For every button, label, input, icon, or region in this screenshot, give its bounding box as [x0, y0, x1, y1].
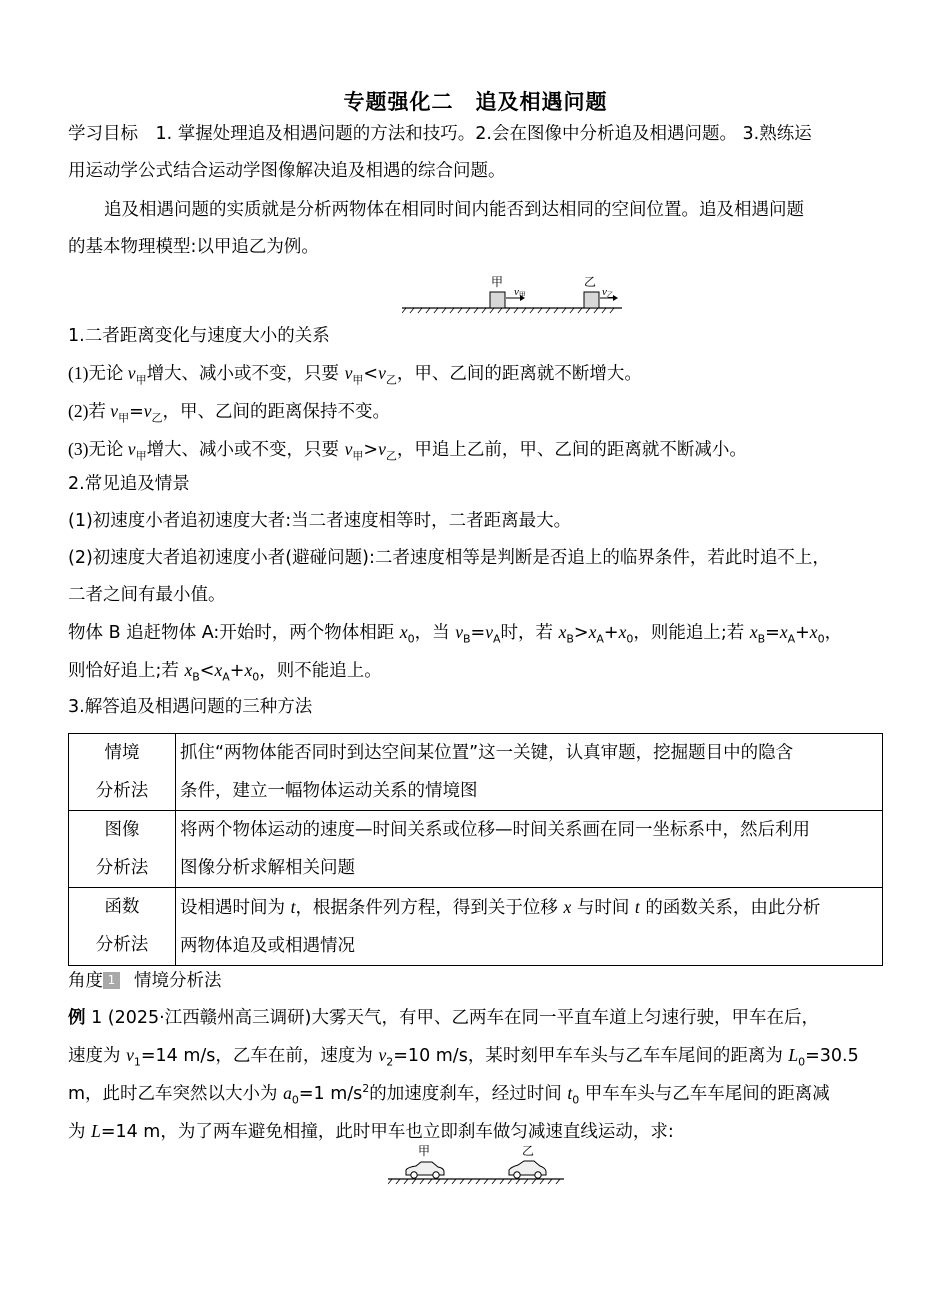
- block-a-label: 甲: [491, 275, 504, 289]
- section-2-item-2b: 二者之间有最小值。: [68, 585, 226, 605]
- goal-label: 学习目标: [68, 124, 138, 144]
- section-2-chase-line-1: 物体 B 追赶物体 A:开始时，两个物体相距 $x_0$，当 $v_B=v_A$时，若 $x_B>x_A+x_0$，则能追上;若 $x_B=x_A+x_0$，: [68, 622, 843, 646]
- example-line-2: 速度为 $v_1=14$ m/s，乙车在前，速度为 $v_2=10$ m/s，某时刻甲车车头与乙车车尾间的距离为 $L_0=30.5$: [68, 1045, 859, 1069]
- section-2-item-2a: (2)初速度大者追初速度小者(避碰问题):二者速度相等是判断是否追上的临界条件，若此时追不上，: [68, 548, 830, 568]
- section-2: [68, 466, 842, 690]
- learning-goals: [68, 116, 812, 190]
- method-name: 函数 分析法: [69, 888, 176, 966]
- block-a: [490, 292, 505, 308]
- car-b-label: 乙: [522, 1144, 535, 1158]
- method-name: 图像 分析法: [69, 811, 176, 888]
- velocity-a-symbol: v: [514, 286, 519, 298]
- section-2-heading: 2.常见追及情景: [68, 474, 190, 494]
- section-2-chase-line-2: 则恰好追上;若 $x_B<x_A+x_0$，则不能追上。: [68, 660, 382, 684]
- intro-line-2: 的基本物理模型:以甲追乙为例。: [68, 237, 319, 257]
- method-description: 将两个物体运动的速度—时间关系或位移—时间关系画在同一坐标系中，然后利用 图像分析求解相关问题: [176, 811, 883, 888]
- velocity-b-sub: 乙: [606, 291, 614, 299]
- block-b-label: 乙: [584, 275, 597, 289]
- car-a: [406, 1162, 444, 1178]
- method-description: 设相遇时间为 t，根据条件列方程，得到关于位移 x 与时间 t 的函数关系，由此分析 两物体追及或相遇情况: [176, 888, 883, 966]
- example-1: [68, 1000, 859, 1151]
- svg-text:v乙: [602, 286, 614, 299]
- angle-number-badge: 1: [103, 972, 120, 989]
- velocity-a-sub: 甲: [518, 291, 526, 299]
- table-row: [69, 811, 883, 888]
- section-1-item-3: (3)无论 $v_甲$增大、减小或不变，只要 $v_甲>v_乙$，甲追上乙前，甲、乙间的距离就不断减小。: [68, 439, 747, 463]
- section-1: [68, 318, 747, 469]
- table-row: [69, 734, 883, 811]
- goal-text-1: 1. 掌握处理追及相遇问题的方法和技巧。2.会在图像中分析追及相遇问题。 3.熟练运: [138, 124, 812, 144]
- method-name: 情境 分析法: [69, 734, 176, 811]
- section-3-heading: 3.解答追及相遇问题的三种方法: [68, 697, 313, 717]
- section-1-heading: 1.二者距离变化与速度大小的关系: [68, 326, 330, 346]
- angle-heading: 角度 1 情境分析法: [68, 971, 222, 991]
- section-1-item-2: (2)若 $v_甲=v_乙$，甲、乙间的距离保持不变。: [68, 401, 391, 425]
- goal-text-2: 用运动学公式结合运动学图像解决追及相遇的综合问题。: [68, 161, 506, 181]
- section-2-item-1: (1)初速度小者追初速度大者:当二者速度相等时，二者距离最大。: [68, 511, 572, 531]
- intro-paragraph: [68, 192, 804, 266]
- page-title: 专题强化二 追及相遇问题: [343, 90, 608, 114]
- method-description: 抓住“两物体能否同时到达空间某位置”这一关键，认真审题，挖掘题目中的隐含 条件，建立一幅物体运动关系的情境图: [176, 734, 883, 811]
- example-line-3: m，此时乙车突然以大小为 $a_0=1$ $m/s^2$的加速度刹车，经过时间 $t_0$ 甲车车头与乙车车尾间的距离减: [68, 1082, 830, 1107]
- section-1-item-1: (1)无论 $v_甲$增大、减小或不变，只要 $v_甲<v_乙$，甲、乙间的距离就不断增大。: [68, 363, 642, 387]
- svg-text:v甲: [514, 286, 526, 299]
- example-line-1: 例 1 (2025·江西赣州高三调研)大雾天气，有甲、乙两车在同一平直车道上匀速行驶，甲车在后，: [68, 1008, 820, 1028]
- two-blocks-figure: [402, 268, 622, 316]
- table-row: [69, 888, 883, 966]
- methods-table: [68, 733, 883, 966]
- example-line-4: 为 L=14 m，为了两车避免相撞，此时甲车也立即刹车做匀减速直线运动，求:: [68, 1121, 674, 1142]
- velocity-b-symbol: v: [602, 286, 607, 298]
- intro-line-1: 追及相遇问题的实质就是分析两物体在相同时间内能否到达相同的空间位置。追及相遇问题: [104, 200, 804, 220]
- car-a-label: 甲: [418, 1144, 431, 1158]
- two-cars-figure: [388, 1143, 564, 1187]
- block-b: [584, 292, 599, 308]
- car-b: [509, 1161, 546, 1178]
